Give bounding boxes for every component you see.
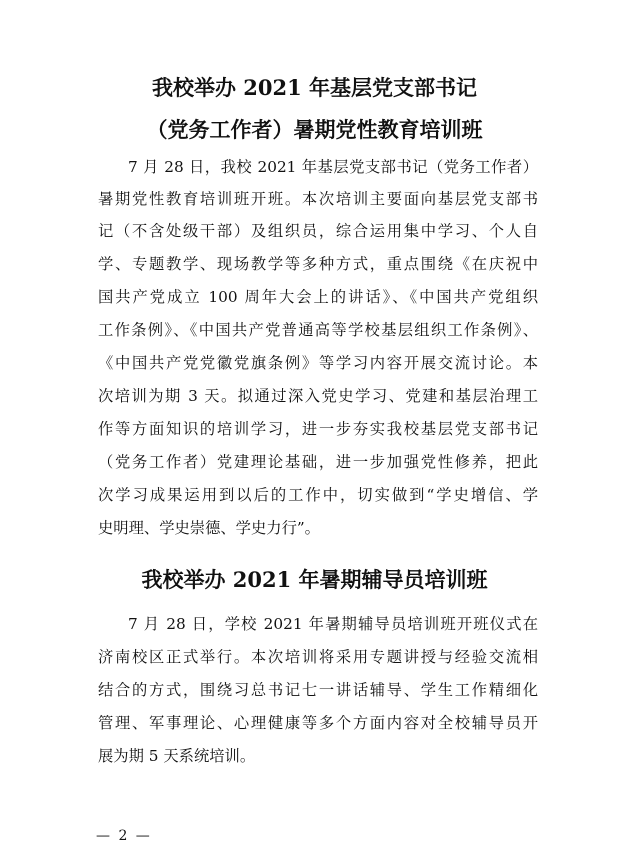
page-number: — 2 — <box>96 828 152 844</box>
article1-line: 暑期党性教育培训班开班。本次培训主要面向基层党支部书 <box>98 190 538 208</box>
article1-title-line2: （党务工作者）暑期党性教育培训班 <box>146 117 483 142</box>
article1-line: 国共产党成立 100 周年大会上的讲话》、《中国共产党组织 <box>98 288 538 306</box>
article1-line: 史明理、学史崇德、学史力行”。 <box>98 519 320 537</box>
article1-line: 7 月 28 日，我校 2021 年基层党支部书记（党务工作者） <box>128 158 538 176</box>
article2-line: 济南校区正式举行。本次培训将采用专题讲授与经验交流相 <box>98 648 538 666</box>
article1-line: 次培训为期 3 天。拟通过深入党史学习、党建和基层治理工 <box>98 387 538 405</box>
article2-line: 结合的方式，围绕习总书记七一讲话辅导、学生工作精细化 <box>98 681 538 699</box>
article2-line: 展为期 5 天系统培训。 <box>98 747 256 765</box>
article1-line: 作等方面知识的培训学习，进一步夯实我校基层党支部书记 <box>98 420 538 438</box>
article1-line: 次学习成果运用到以后的工作中，切实做到“学史增信、学 <box>98 486 538 504</box>
article1-title-line1: 我校举办 2021 年基层党支部书记 <box>151 75 478 100</box>
article1-line: 《中国共产党党徽党旗条例》等学习内容开展交流讨论。本 <box>98 354 538 372</box>
article1-line: 工作条例》、《中国共产党普通高等学校基层组织工作条例》、 <box>98 321 538 339</box>
article1-line: 学、专题教学、现场教学等多种方式，重点围绕《在庆祝中 <box>98 255 538 273</box>
article1-line: 记（不含处级干部）及组织员，综合运用集中学习、个人自 <box>98 222 538 240</box>
article1-line: （党务工作者）党建理论基础，进一步加强党性修养，把此 <box>98 453 538 471</box>
article2-line: 7 月 28 日，学校 2021 年暑期辅导员培训班开班仪式在 <box>128 615 538 633</box>
article2-title: 我校举办 2021 年暑期辅导员培训班 <box>141 567 488 592</box>
article2-line: 管理、军事理论、心理健康等多个方面内容对全校辅导员开 <box>98 714 538 732</box>
